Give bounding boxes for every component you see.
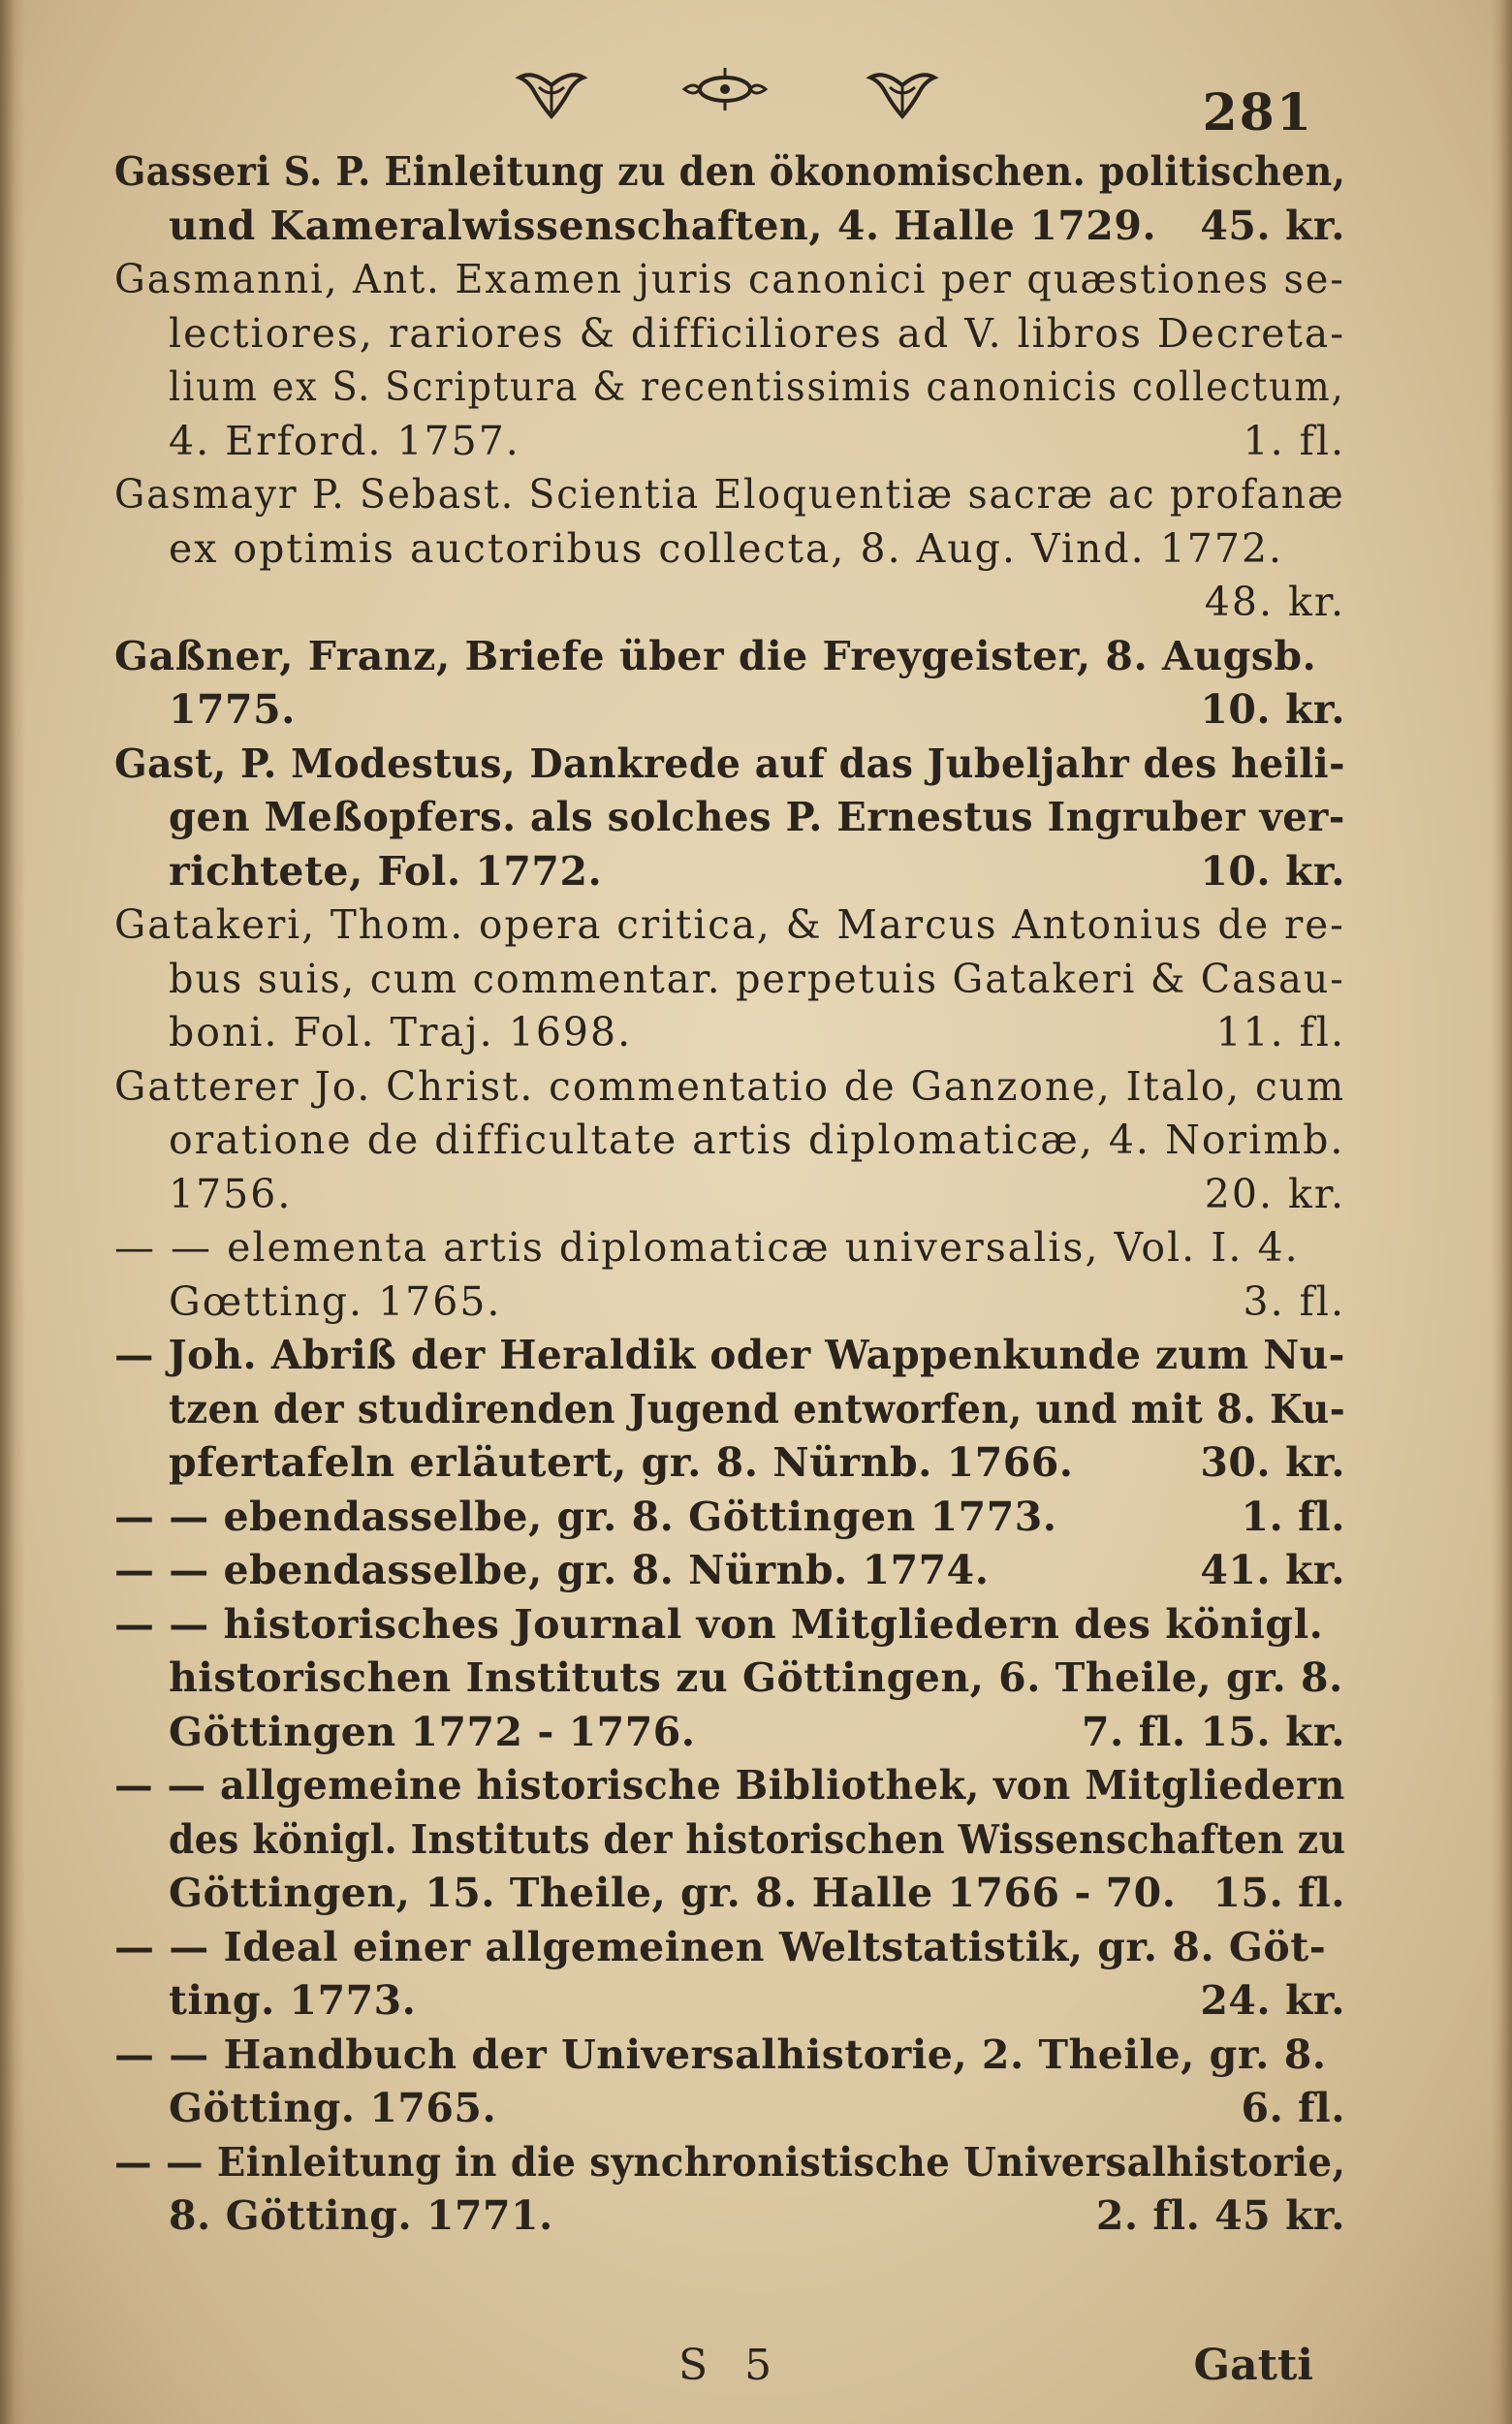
entry-price: 15. fl. [1213, 1870, 1345, 1916]
entry-line [114, 1706, 1345, 1760]
entry-text: ex optimis auctoribus collecta, 8. Aug. Vind. 1772. [169, 524, 1284, 572]
entry-line [114, 361, 1345, 415]
catalog-entries [114, 145, 1345, 2244]
catalog-entry [114, 253, 1345, 468]
entry-text: oratione de difficultate artis diplomaticæ, 4. Norimb. [169, 1117, 1345, 1163]
entry-line [114, 791, 1345, 845]
catchword: Gatti [1193, 2341, 1313, 2390]
entry-line [114, 415, 1345, 469]
entry-line [114, 1813, 1345, 1868]
entry-line [114, 2029, 1345, 2083]
entry-line [114, 2136, 1345, 2190]
entry-text: Gaßner, Franz, Briefe über die Freygeister, 8. Augsb. [114, 632, 1317, 679]
entry-text: boni. Fol. Traj. 1698. [169, 1009, 633, 1055]
entry-line [114, 1060, 1345, 1115]
entry-price: 7. fl. 15. kr. [1082, 1708, 1345, 1755]
entry-text: ting. 1773. [169, 1977, 417, 2024]
entry-price: 41. kr. [1200, 1547, 1345, 1593]
entry-text: tzen der studirenden Jugend entworfen, und mit 8. Ku- [169, 1385, 1346, 1432]
entry-text: — — allgemeine historische Bibliothek, von Mitgliedern [114, 1762, 1345, 1809]
entry-text: — — elementa artis diplomaticæ universalis, Vol. I. 4. [114, 1224, 1300, 1271]
entry-text: Gast, P. Modestus, Dankrede auf das Jubeljahr des heili- [114, 740, 1345, 787]
entry-line [114, 1436, 1345, 1491]
entry-text: Göttingen 1772 - 1776. [169, 1708, 696, 1755]
entry-line [114, 845, 1345, 899]
catalog-entry [114, 1544, 1345, 1598]
entry-line [114, 1867, 1345, 1921]
entry-text: lectiores, rariores & difficiliores ad V. libros Decreta- [169, 309, 1346, 357]
entry-line [114, 253, 1345, 307]
entry-text: 1756. [169, 1170, 293, 1217]
entry-line [114, 1974, 1345, 2029]
entry-price: 24. kr. [1200, 1977, 1345, 2024]
entry-line [114, 1168, 1345, 1222]
entry-line [114, 145, 1345, 200]
entry-line [114, 1383, 1345, 1437]
entry-text: 1775. [169, 686, 296, 733]
entry-line [114, 1114, 1345, 1168]
entry-text: richtete, Fol. 1772. [169, 847, 603, 895]
entry-text: Göttingen, 15. Theile, gr. 8. Halle 1766 - 70. [169, 1870, 1177, 1916]
entry-price: 45. kr. [1200, 202, 1345, 249]
entry-text: Gasmanni, Ant. Examen juris canonici per quæstiones se- [114, 256, 1345, 302]
entry-text: historischen Instituts zu Göttingen, 6. Theile, gr. 8. [169, 1654, 1343, 1701]
entry-line [114, 2189, 1345, 2244]
entry-text: Götting. 1765. [169, 2085, 497, 2131]
entry-text: pfertafeln erläutert, gr. 8. Nürnb. 1766. [169, 1439, 1074, 1486]
entry-line [114, 200, 1345, 254]
catalog-entry [114, 1221, 1345, 1329]
catalog-entry [114, 1598, 1345, 1760]
entry-text: — — Einleitung in die synchronistische Universalhistorie, [114, 2138, 1346, 2186]
catalog-entry [114, 145, 1345, 253]
entry-line [114, 630, 1345, 684]
entry-line [114, 2082, 1345, 2136]
entry-price: 20. kr. [1204, 1170, 1345, 1217]
entry-text: 8. Götting. 1771. [169, 2192, 553, 2239]
entry-text: des königl. Instituts der historischen Wissenschaften zu [169, 1815, 1346, 1863]
fleuron-icon [680, 62, 770, 116]
entry-text: Gatakeri, Thom. opera critica, & Marcus Antonius de re- [114, 901, 1345, 948]
entry-price: 30. kr. [1200, 1439, 1345, 1486]
catalog-entry [114, 1329, 1345, 1491]
entry-price: 6. fl. [1241, 2085, 1345, 2131]
entry-price: 1. fl. [1243, 417, 1345, 464]
entry-line [114, 576, 1345, 630]
entry-text: — — Ideal einer allgemeinen Weltstatistik, gr. 8. Göt- [114, 1923, 1327, 1970]
catalog-entry [114, 630, 1345, 738]
entry-line [114, 1006, 1345, 1060]
entry-text: Gasmayr P. Sebast. Scientia Eloquentiæ sacræ ac profanæ [114, 471, 1345, 518]
fleuron-icon [865, 68, 940, 122]
fleuron-icon [514, 68, 589, 122]
catalog-entry [114, 1921, 1345, 2029]
signature-mark: S 5 [678, 2341, 784, 2390]
entry-price: 1. fl. [1241, 1493, 1345, 1540]
entry-line [114, 1652, 1345, 1706]
entry-line [114, 1544, 1345, 1598]
entry-price: 10. kr. [1200, 847, 1345, 895]
entry-line [114, 1921, 1345, 1975]
entry-price: 2. fl. 45 kr. [1095, 2192, 1345, 2239]
entry-line [114, 898, 1345, 953]
entry-text: Gœtting. 1765. [169, 1277, 502, 1325]
page-header [0, 39, 1512, 145]
catalog-entry [114, 468, 1345, 630]
entry-line [114, 1598, 1345, 1653]
catalog-entry [114, 1759, 1345, 1921]
catalog-entry [114, 1491, 1345, 1545]
page-number: 281 [1202, 83, 1313, 142]
entry-text: gen Meßopfers. als solches P. Ernestus Ingruber ver- [169, 794, 1345, 840]
entry-text: 4. Erford. 1757. [169, 417, 520, 464]
entry-price: 48. kr. [1204, 579, 1345, 625]
page-footer [0, 2341, 1512, 2408]
entry-text: Gasseri S. P. Einleitung zu den ökonomischen. politischen, [114, 148, 1346, 195]
entry-price: 10. kr. [1200, 686, 1345, 733]
entry-text: bus suis, cum commentar. perpetuis Gatakeri & Casau- [169, 955, 1345, 1002]
entry-line [114, 307, 1345, 362]
entry-line [114, 1491, 1345, 1545]
entry-line [114, 738, 1345, 792]
catalog-entry [114, 2029, 1345, 2136]
entry-line [114, 683, 1345, 738]
entry-text: — Joh. Abriß der Heraldik oder Wappenkunde zum Nu- [114, 1332, 1345, 1378]
entry-text: Gatterer Jo. Christ. commentatio de Ganzone, Italo, cum [114, 1062, 1346, 1110]
entry-line [114, 1329, 1345, 1383]
entry-price: 3. fl. [1243, 1277, 1345, 1325]
catalog-entry [114, 898, 1345, 1060]
entry-text: — — ebendasselbe, gr. 8. Nürnb. 1774. [114, 1547, 990, 1593]
catalog-entry [114, 738, 1345, 899]
entry-line [114, 468, 1345, 522]
entry-text: lium ex S. Scriptura & recentissimis canonicis collectum, [169, 363, 1345, 410]
catalog-entry [114, 2136, 1345, 2244]
entry-text: — — ebendasselbe, gr. 8. Göttingen 1773. [114, 1493, 1057, 1540]
entry-price: 11. fl. [1215, 1009, 1345, 1055]
entry-line [114, 522, 1345, 577]
catalog-entry [114, 1060, 1345, 1222]
entry-text: — — Handbuch der Universalhistorie, 2. Theile, gr. 8. [114, 2030, 1327, 2078]
entry-line [114, 1275, 1345, 1330]
entry-line [114, 1759, 1345, 1813]
entry-line [114, 1221, 1345, 1275]
entry-line [114, 953, 1345, 1007]
entry-text: — — historisches Journal von Mitgliedern des königl. [114, 1600, 1324, 1648]
entry-text: und Kameralwissenschaften, 4. Halle 1729. [169, 202, 1157, 249]
